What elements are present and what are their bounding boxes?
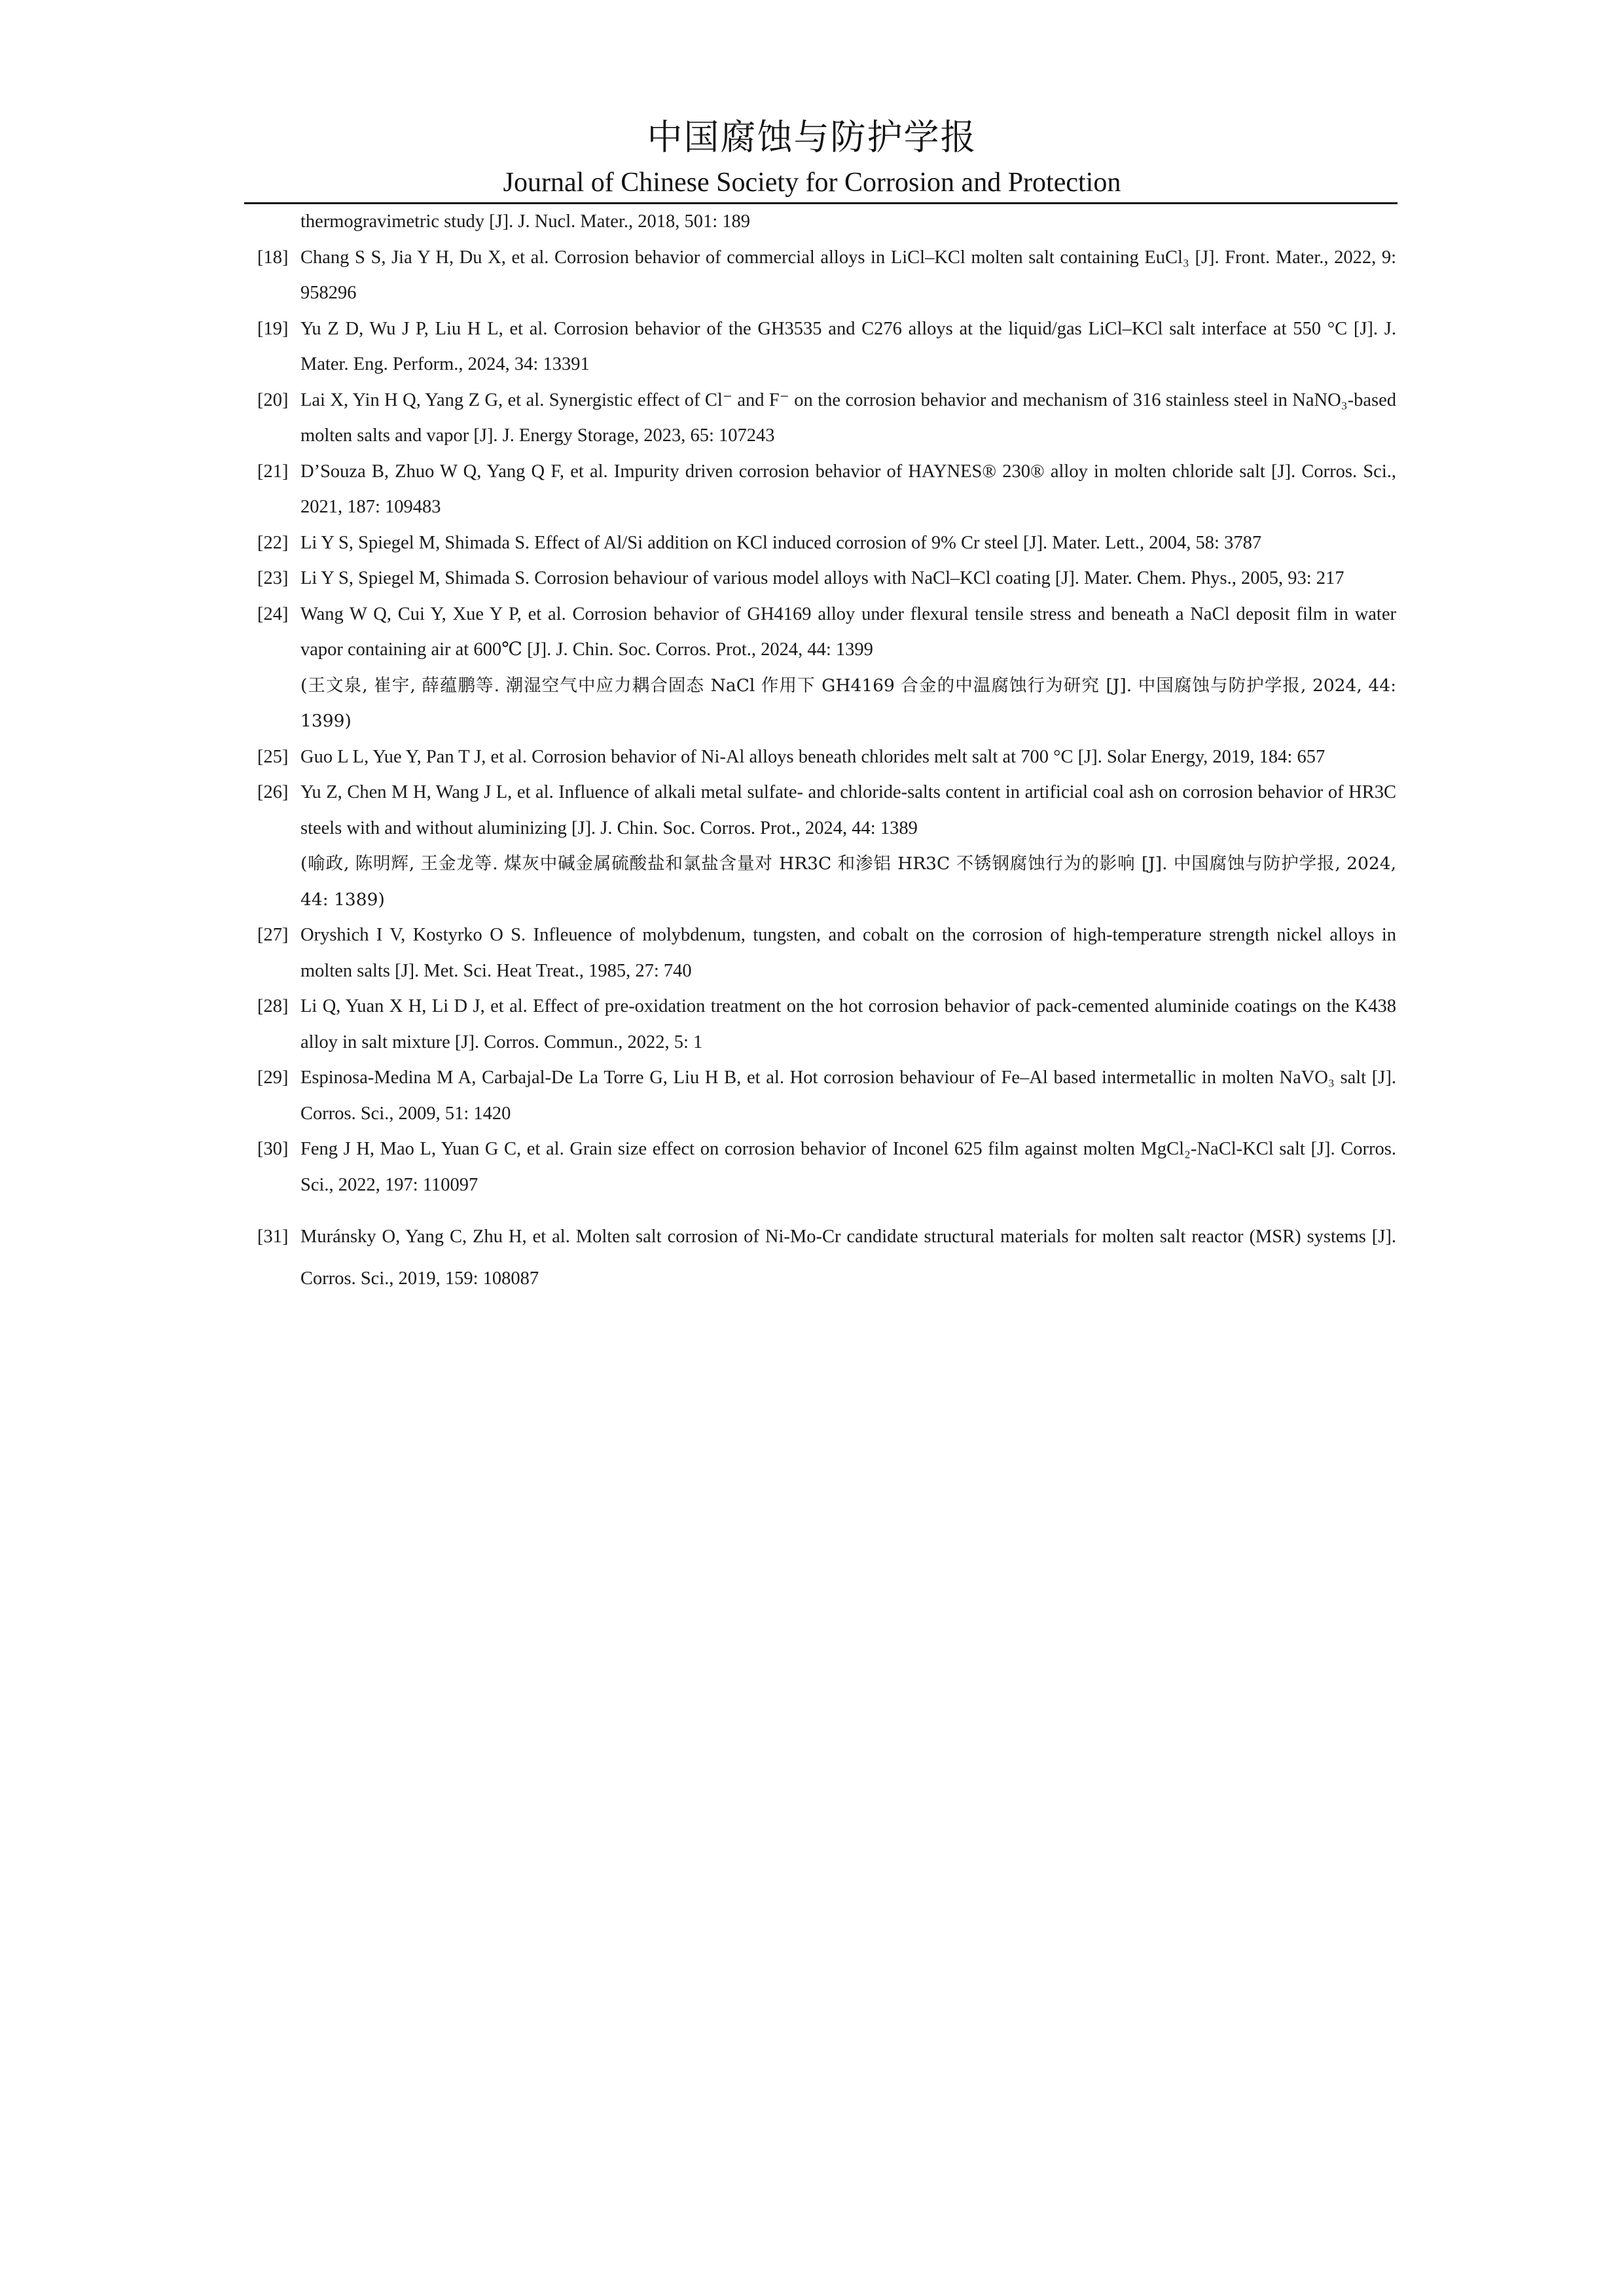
reference-number: [20] — [257, 389, 289, 410]
journal-title-cn: 中国腐蚀与防护学报 — [647, 117, 977, 158]
reference-item — [257, 740, 1396, 776]
reference-text: Li Q, Yuan X H, Li D J, et al. Effect of pre-oxidation treatment on the hot corrosion behavior of pack-cemented aluminide coatings on the K438 alloy in salt mixture [J]. Corros. Commun., 2022, 5: 1 — [300, 996, 1396, 1052]
reference-item — [257, 989, 1396, 1060]
reference-number: [30] — [257, 1139, 289, 1159]
reference-text: Espinosa-Medina M A, Carbajal-De La Torre G, Liu H B, et al. Hot corrosion behaviour of Fe–Al based intermetallic in molten NaVO₃ salt [J]. Corros. Sci., 2009, 51: 1420 — [300, 1067, 1396, 1124]
reference-number: [27] — [257, 925, 289, 945]
reference-text: Feng J H, Mao L, Yuan G C, et al. Grain size effect on corrosion behavior of Inconel 625 film against molten MgCl₂-NaCl-KCl salt [J]. Corros. Sci., 2022, 197: 110097 — [300, 1139, 1396, 1195]
reference-text: Li Y S, Spiegel M, Shimada S. Corrosion behaviour of various model alloys with NaCl–KCl coating [J]. Mater. Chem. Phys., 2005, 93: 217 — [300, 568, 1344, 588]
reference-number: [26] — [257, 782, 289, 802]
reference-continuation: thermogravimetric study [J]. J. Nucl. Mater., 2018, 501: 189 — [300, 211, 751, 232]
reference-text: Chang S S, Jia Y H, Du X, et al. Corrosion behavior of commercial alloys in LiCl–KCl molten salt containing EuCl₃ [J]. Front. Mater., 2022, 9: 958296 — [300, 247, 1396, 303]
reference-number: [28] — [257, 996, 289, 1016]
reference-text: D’Souza B, Zhuo W Q, Yang Q F, et al. Impurity driven corrosion behavior of HAYNES® 230® alloy in molten chloride salt [J]. Corros. Sci., 2021, 187: 109483 — [300, 461, 1396, 517]
journal-title-en: Journal of Chinese Society for Corrosion and Protection — [503, 168, 1121, 198]
reference-item — [257, 454, 1396, 526]
reference-item — [257, 1060, 1396, 1132]
reference-text: Muránsky O, Yang C, Zhu H, et al. Molten salt corrosion of Ni-Mo-Cr candidate structural materials for molten salt reactor (MSR) systems [J]. Corros. Sci., 2019, 159: 108087 — [300, 1227, 1396, 1289]
reference-item — [257, 918, 1396, 989]
reference-number: [31] — [257, 1227, 289, 1247]
reference-item — [257, 240, 1396, 312]
reference-text: Li Y S, Spiegel M, Shimada S. Effect of Al/Si addition on KCl induced corrosion of 9% Cr steel [J]. Mater. Lett., 2004, 58: 3787 — [300, 532, 1262, 553]
reference-chinese-translation: (喻政, 陈明辉, 王金龙等. 煤灰中碱金属硫酸盐和氯盐含量对 HR3C 和渗铝 HR3C 不锈钢腐蚀行为的影响 [J]. 中国腐蚀与防护学报, 2024, 44: 1389) — [300, 853, 1396, 910]
reference-number: [22] — [257, 532, 289, 553]
reference-item — [257, 1216, 1396, 1300]
reference-number: [23] — [257, 568, 289, 588]
reference-item — [257, 775, 1396, 846]
reference-item — [257, 561, 1396, 597]
reference-text: Wang W Q, Cui Y, Xue Y P, et al. Corrosion behavior of GH4169 alloy under flexural tensile stress and beneath a NaCl deposit film in water vapor containing air at 600℃ [J]. J. Chin. Soc. Corros. Prot., 2024, 44: 1399 — [300, 603, 1396, 660]
reference-number: [18] — [257, 247, 289, 268]
reference-text: Yu Z, Chen M H, Wang J L, et al. Influence of alkali metal sulfate- and chloride-salts content in artificial coal ash on corrosion behavior of HR3C steels with and without aluminizing [J]. J. Chin. Soc. Corros. Prot., 2024, 44: 1389 — [300, 782, 1396, 838]
reference-number: [24] — [257, 603, 289, 624]
reference-item — [257, 526, 1396, 562]
reference-number: [25] — [257, 746, 289, 767]
reference-number: [21] — [257, 461, 289, 482]
reference-number: [19] — [257, 318, 289, 339]
reference-number: [29] — [257, 1067, 289, 1088]
reference-list — [257, 204, 1396, 1300]
reference-item — [257, 312, 1396, 383]
reference-text: Yu Z D, Wu J P, Liu H L, et al. Corrosion behavior of the GH3535 and C276 alloys at the liquid/gas LiCl–KCl salt interface at 550 °C [J]. J. Mater. Eng. Perform., 2024, 34: 13391 — [300, 318, 1396, 374]
reference-text: Lai X, Yin H Q, Yang Z G, et al. Synergistic effect of Cl⁻ and F⁻ on the corrosion behavior and mechanism of 316 stainless steel in NaNO₃-based molten salts and vapor [J]. J. Energy Storage, 2023, 65: 107243 — [300, 389, 1396, 446]
reference-text: Guo L L, Yue Y, Pan T J, et al. Corrosion behavior of Ni-Al alloys beneath chlorides melt salt at 700 °C [J]. Solar Energy, 2019, 184: 657 — [300, 746, 1326, 767]
reference-item — [257, 383, 1396, 454]
reference-item — [257, 597, 1396, 668]
reference-chinese-translation: (王文泉, 崔宇, 薛蕴鹏等. 潮湿空气中应力耦合固态 NaCl 作用下 GH4169 合金的中温腐蚀行为研究 [J]. 中国腐蚀与防护学报, 2024, 44: 1399) — [300, 675, 1396, 731]
journal-header — [0, 113, 1624, 202]
reference-item — [257, 1132, 1396, 1203]
reference-text: Oryshich I V, Kostyrko O S. Infleuence of molybdenum, tungsten, and cobalt on the corrosion of high-temperature strength nickel alloys in molten salts [J]. Met. Sci. Heat Treat., 1985, 27: 740 — [300, 925, 1396, 981]
